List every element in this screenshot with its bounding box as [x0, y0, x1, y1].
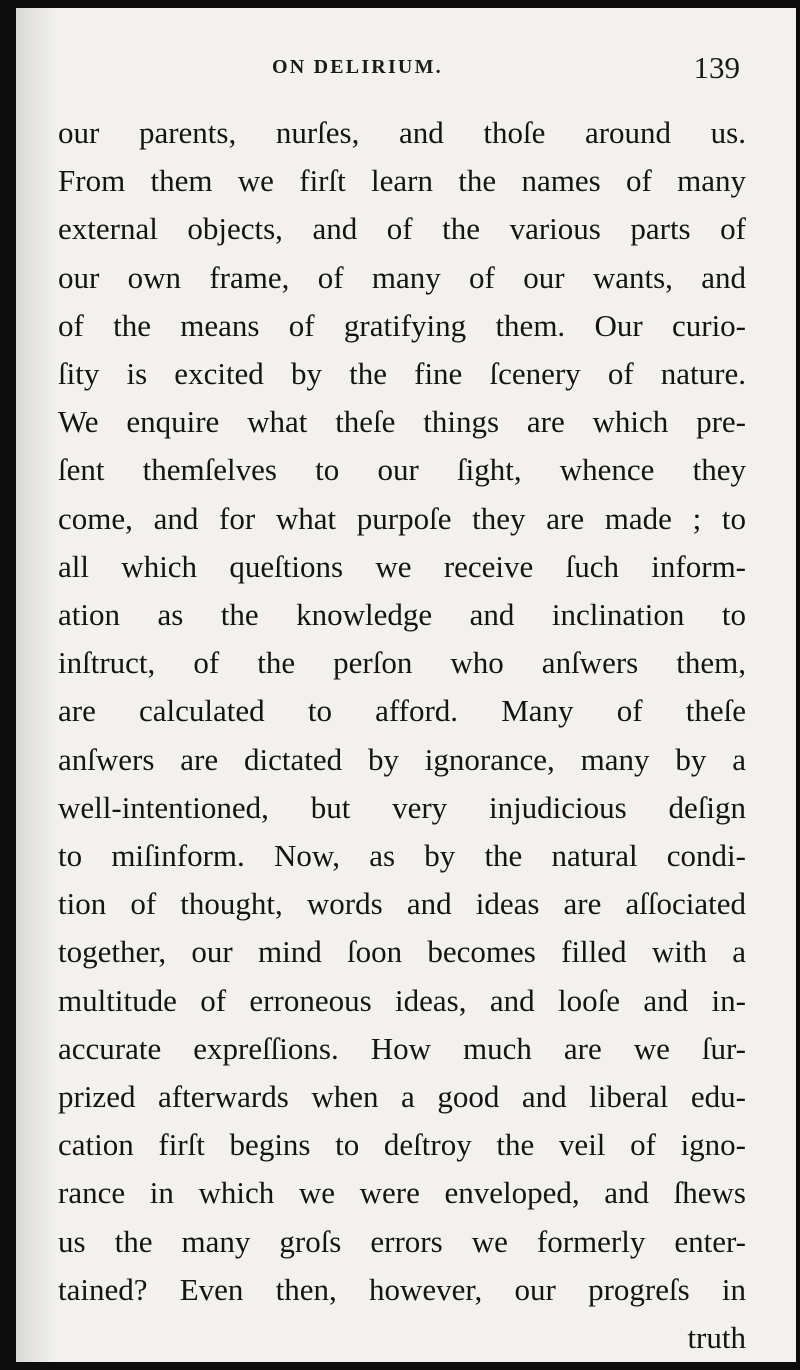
text-line: ſity is excited by the fine ſcenery of nature.: [58, 356, 746, 392]
text-line: together, our mind ſoon becomes filled with a: [58, 934, 746, 970]
page-header: [16, 52, 796, 92]
text-line: prized afterwards when a good and liberal edu-: [58, 1079, 746, 1115]
text-line: all which queſtions we receive ſuch inform-: [58, 548, 746, 584]
text-line: well-intentioned, but very injudicious deſign: [58, 789, 746, 825]
text-line: are calculated to afford. Many of theſe: [58, 693, 746, 729]
page-gutter-shadow: [16, 8, 56, 1362]
text-line: our own frame, of many of our wants, and: [58, 259, 746, 295]
text-line: tion of thought, words and ideas are aſſociated: [58, 886, 746, 922]
text-line: come, and for what purpoſe they are made ; to: [58, 500, 746, 536]
text-line: inſtruct, of the perſon who anſwers them,: [58, 645, 746, 681]
text-line: accurate expreſſions. How much are we ſur-: [58, 1030, 746, 1066]
text-line: external objects, and of the various parts of: [58, 211, 746, 247]
catchword: truth: [687, 1320, 746, 1356]
text-line: We enquire what theſe things are which pre-: [58, 404, 746, 440]
text-line: ſent themſelves to our ſight, whence they: [58, 452, 746, 488]
text-line: us the many groſs errors we formerly enter-: [58, 1223, 746, 1259]
page-number: 139: [693, 50, 740, 85]
body-text: [58, 109, 746, 1362]
text-line: rance in which we were enveloped, and ſhews: [58, 1175, 746, 1211]
text-line: cation firſt begins to deſtroy the veil of igno-: [58, 1127, 746, 1163]
text-line: From them we firſt learn the names of many: [58, 163, 746, 199]
text-line: tained? Even then, however, our progreſs in: [58, 1271, 746, 1307]
text-line: to miſinform. Now, as by the natural condi-: [58, 838, 746, 874]
text-line: multitude of erroneous ideas, and looſe and in-: [58, 982, 746, 1018]
text-line: of the means of gratifying them. Our curio-: [58, 307, 746, 343]
book-page: [16, 8, 796, 1362]
running-head: ON DELIRIUM.: [272, 56, 443, 78]
text-line: our parents, nurſes, and thoſe around us.: [58, 115, 746, 150]
text-line: ation as the knowledge and inclination to: [58, 597, 746, 633]
text-line: anſwers are dictated by ignorance, many by a: [58, 741, 746, 777]
